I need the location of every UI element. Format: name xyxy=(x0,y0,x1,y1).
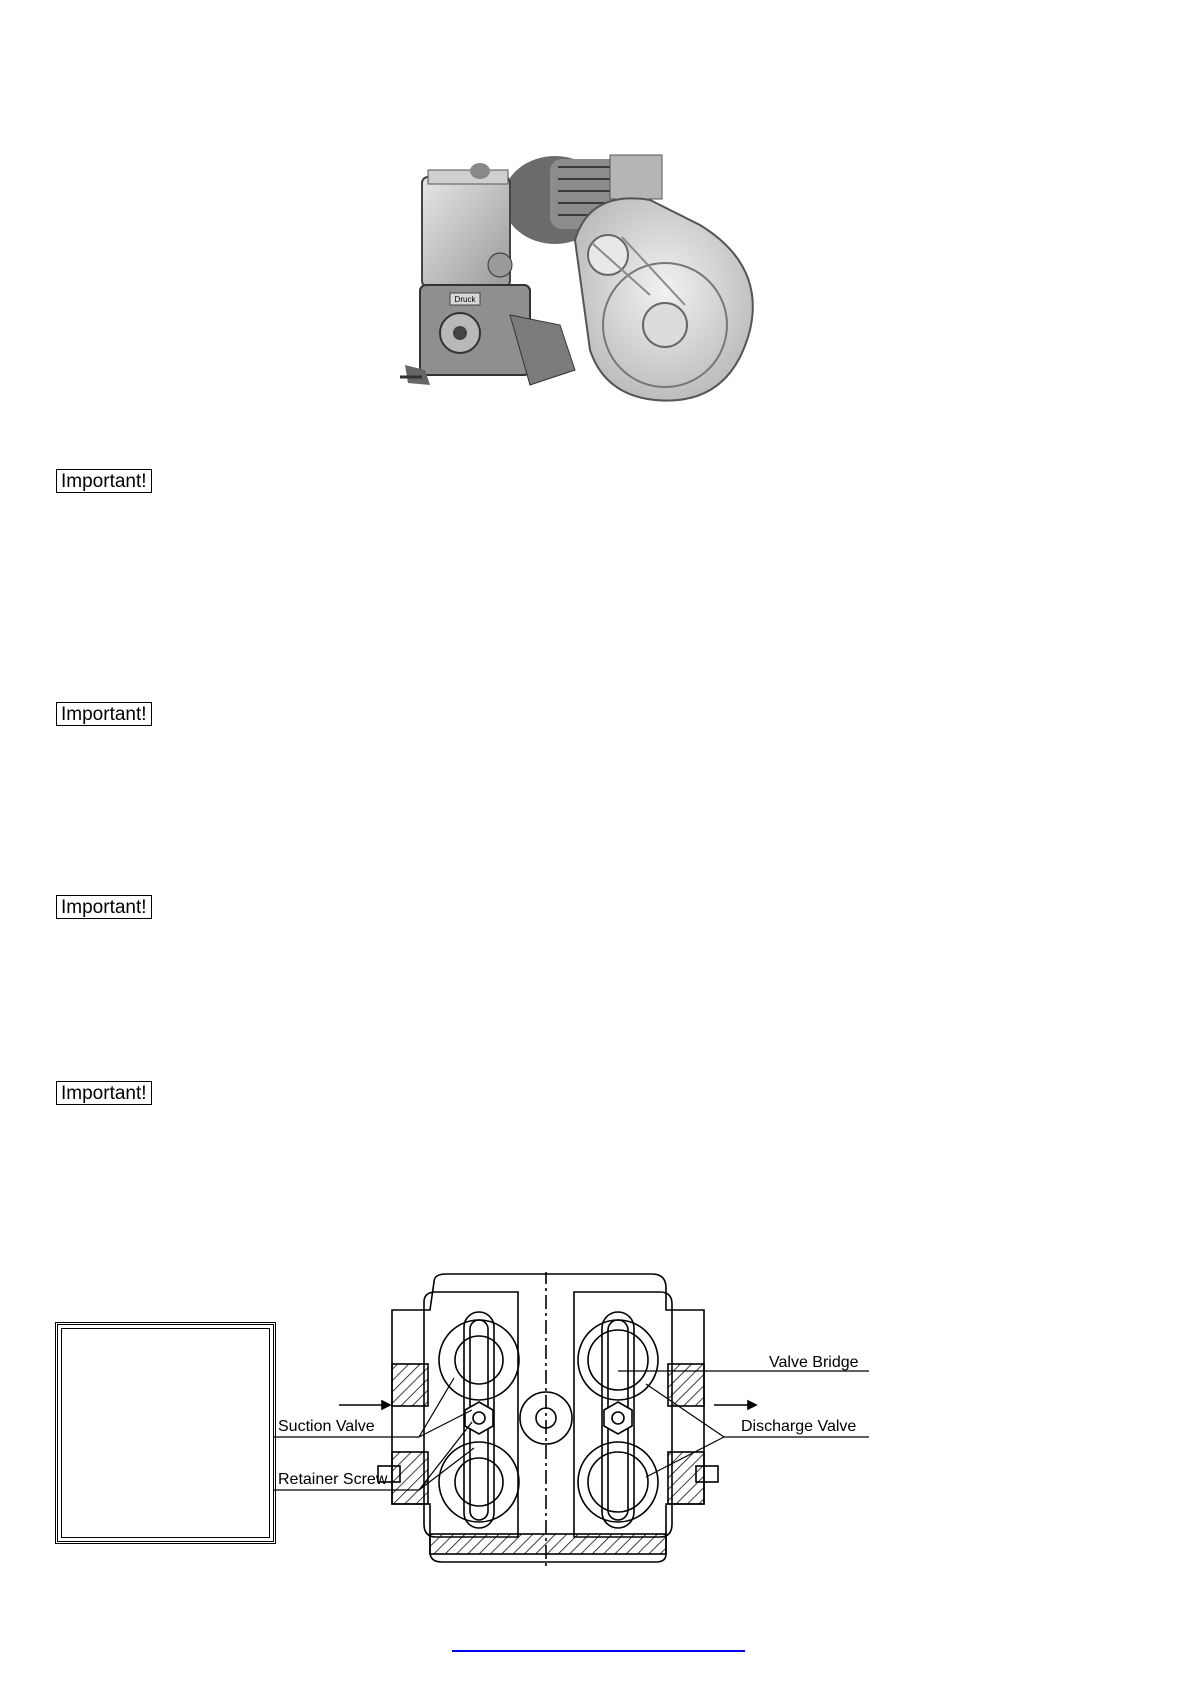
retainer-screw-label: Retainer Screw xyxy=(278,1471,388,1488)
important-notice-2: Important! xyxy=(56,702,152,726)
important-notice-3: Important! xyxy=(56,895,152,919)
empty-image-frame xyxy=(55,1322,276,1544)
svg-text:Druck: Druck xyxy=(454,295,476,304)
important-notice-1: Important! xyxy=(56,469,152,493)
important-notice-4: Important! xyxy=(56,1081,152,1105)
compressor-photo xyxy=(400,145,770,407)
compressor-illustration xyxy=(400,145,770,407)
suction-valve-label: Suction Valve xyxy=(278,1418,375,1435)
discharge-valve-label: Discharge Valve xyxy=(741,1418,857,1435)
valve-diagram xyxy=(274,1272,869,1584)
footer-link-underline[interactable] xyxy=(452,1650,745,1652)
valve-bridge-label: Valve Bridge xyxy=(769,1354,859,1371)
